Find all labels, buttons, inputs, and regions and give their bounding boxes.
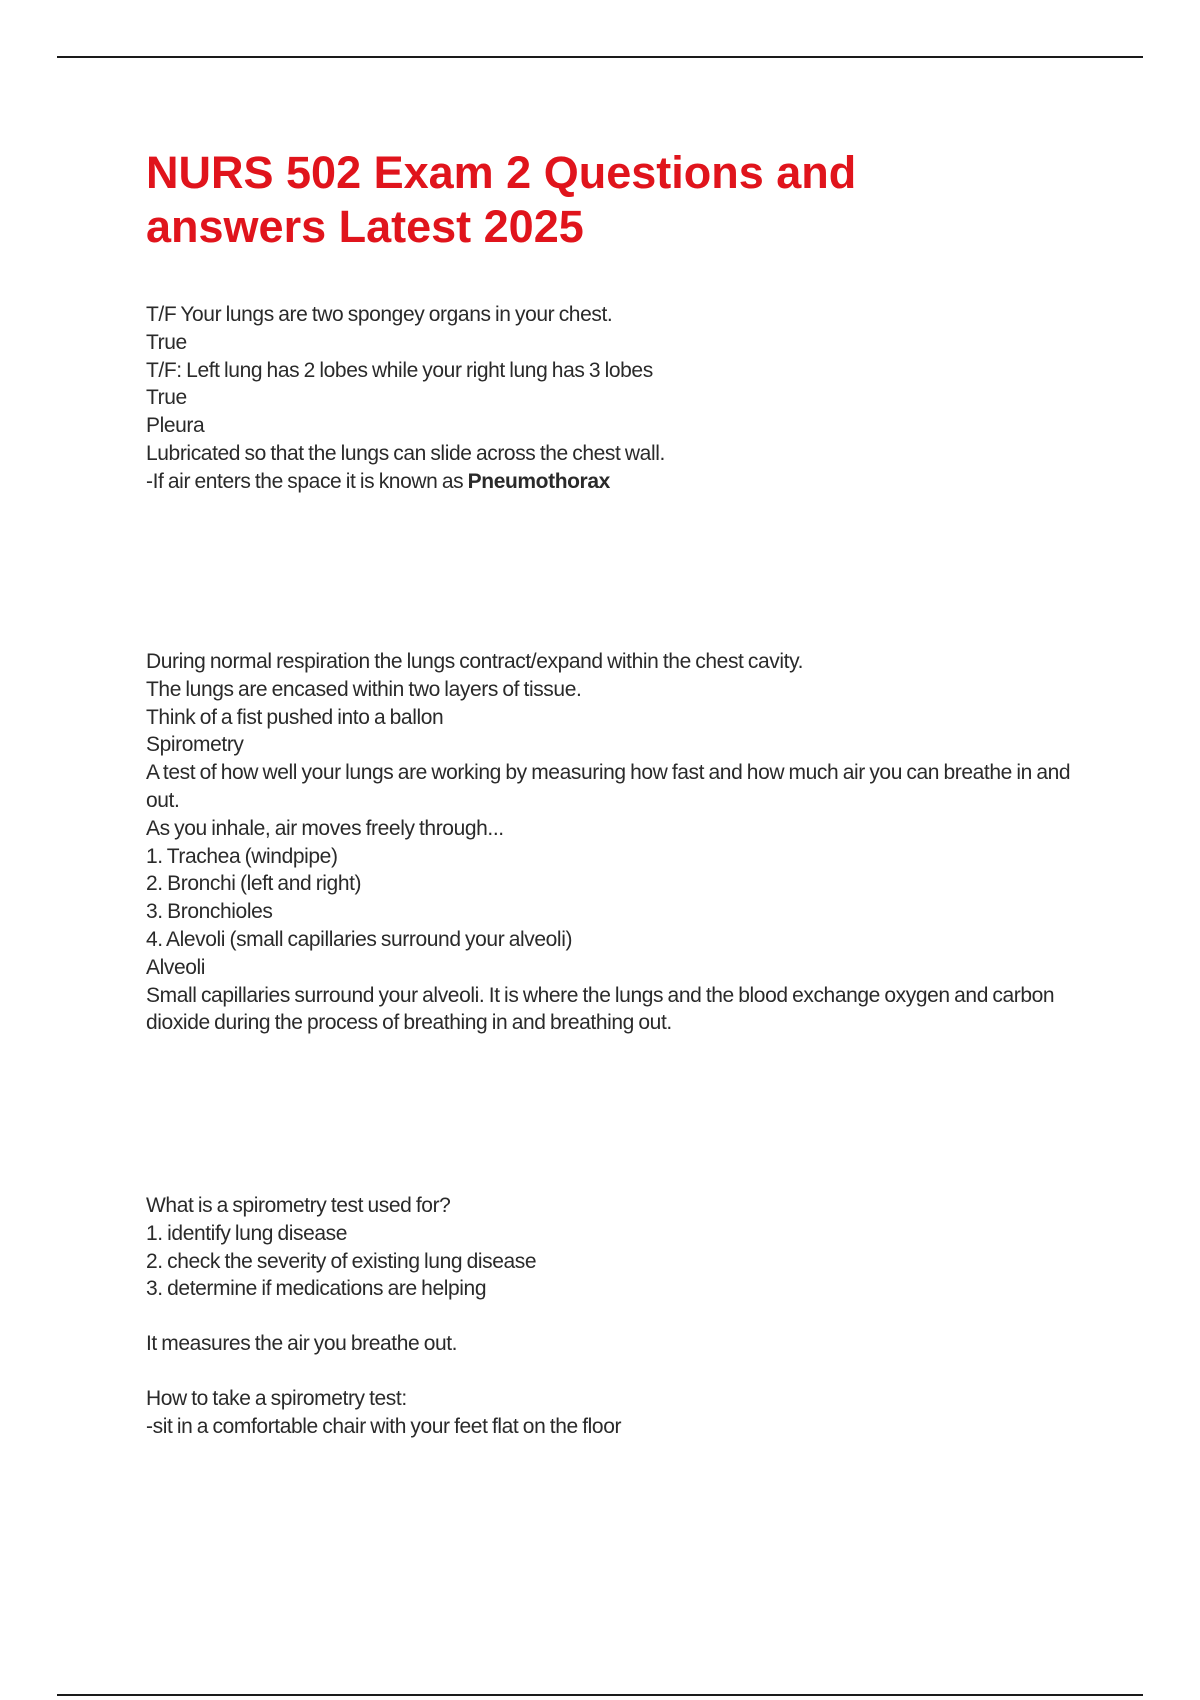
question-line: T/F Your lungs are two spongey organs in your chest. xyxy=(146,303,613,326)
document-title xyxy=(146,146,1046,254)
answer-line: True xyxy=(146,386,187,410)
text-line: Think of a fist pushed into a ballon xyxy=(146,705,444,729)
section-spirometry-test xyxy=(146,1192,1106,1441)
list-item: 2. check the severity of existing lung disease xyxy=(146,1249,537,1273)
term-line: Alveoli xyxy=(146,955,206,979)
text-line: During normal respiration the lungs contract/expand within the chest cavity. xyxy=(146,650,804,673)
top-rule xyxy=(57,56,1143,58)
text-line: It measures the air you breathe out. xyxy=(146,1332,458,1356)
term-line: Pleura xyxy=(146,414,205,438)
definition-line: A test of how well your lungs are working by measuring how fast and how much air you can breathe in and out. xyxy=(146,761,1071,812)
spacer xyxy=(146,1303,1106,1330)
pneumothorax-term: Pneumothorax xyxy=(467,469,610,493)
text-line: How to take a spirometry test: xyxy=(146,1386,407,1410)
list-item: 3. Bronchioles xyxy=(146,900,273,924)
text-line: As you inhale, air moves freely through... xyxy=(146,816,504,840)
answer-line: True xyxy=(146,330,187,354)
section-respiration-spirometry xyxy=(146,648,1106,1037)
text-line: -sit in a comfortable chair with your feet flat on the floor xyxy=(146,1414,622,1438)
bottom-rule xyxy=(57,1694,1143,1696)
pneumothorax-prefix: -If air enters the space it is known as xyxy=(146,469,468,493)
definition-line-pneumothorax xyxy=(146,468,1106,496)
term-line: Spirometry xyxy=(146,733,244,757)
list-item: 1. identify lung disease xyxy=(146,1221,348,1245)
spacer xyxy=(146,1358,1106,1385)
list-item: 4. Alevoli (small capillaries surround your alveoli) xyxy=(146,927,573,951)
question-line: T/F: Left lung has 2 lobes while your right lung has 3 lobes xyxy=(146,358,653,382)
list-item: 3. determine if medications are helping xyxy=(146,1277,487,1301)
definition-line: Lubricated so that the lungs can slide across the chest wall. xyxy=(146,441,665,465)
definition-line: Small capillaries surround your alveoli. It is where the lungs and the blood exchange oxygen and carbon dioxide during the process of breathing in and breathing out. xyxy=(146,983,1055,1035)
text-line: The lungs are encased within two layers of tissue. xyxy=(146,677,582,701)
question-line: What is a spirometry test used for? xyxy=(146,1194,451,1217)
list-item: 2. Bronchi (left and right) xyxy=(146,872,362,896)
section-lungs-pleura xyxy=(146,301,1106,496)
title-line-1: NURS 502 Exam 2 Questions and xyxy=(146,147,857,198)
title-line-2: answers Latest 2025 xyxy=(146,201,584,252)
list-item: 1. Trachea (windpipe) xyxy=(146,844,338,868)
